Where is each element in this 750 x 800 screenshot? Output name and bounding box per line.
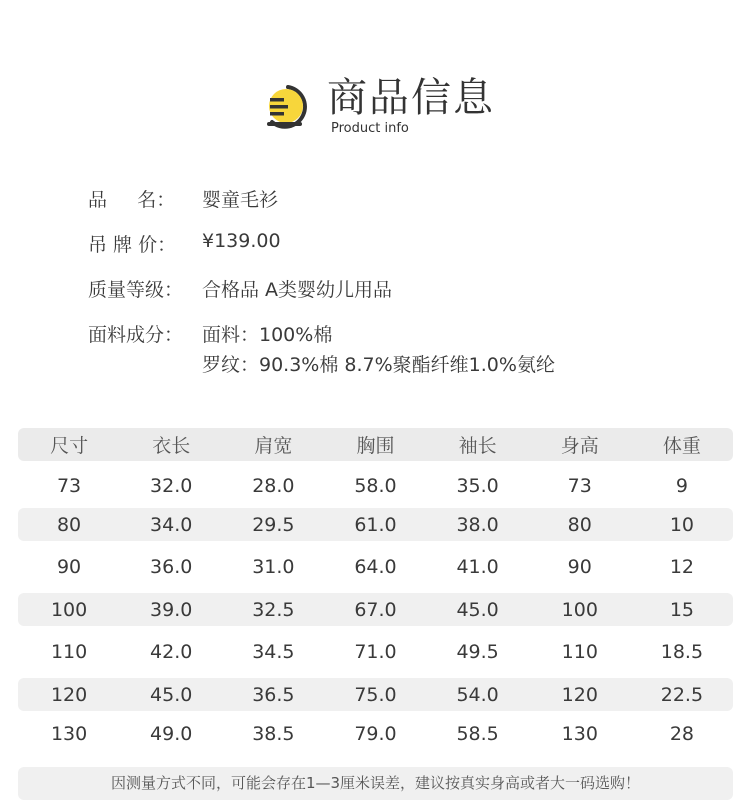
table-cell: 130 (50, 723, 88, 745)
measurement-note: 因测量方式不同，可能会存在1—3厘米误差，建议按真实身高或者大一码选购！ (18, 767, 733, 800)
column-header: 体重 (662, 435, 701, 457)
table-header-row (18, 428, 733, 461)
table-cell: 9 (675, 475, 688, 497)
table-cell: 15 (669, 598, 694, 621)
table-row (18, 508, 733, 541)
table-cell: 71.0 (354, 641, 397, 663)
table-cell: 120 (50, 683, 88, 706)
info-label: 质量等级： (88, 279, 184, 301)
table-row (18, 544, 733, 590)
table-cell: 130 (561, 723, 598, 745)
table-cell: 110 (561, 641, 598, 663)
table-cell: 120 (561, 683, 598, 706)
table-cell: 90 (567, 556, 592, 578)
table-cell: 54.0 (456, 683, 499, 706)
column-header: 袖长 (458, 435, 497, 457)
table-cell: 39.0 (150, 598, 193, 621)
size-table (18, 428, 733, 754)
info-value: 合格品 A类婴幼儿用品 (202, 279, 393, 301)
column-header: 尺寸 (50, 435, 89, 457)
page-title: 商品信息 (327, 75, 495, 121)
table-cell: 28 (669, 723, 694, 745)
table-cell: 100 (561, 598, 598, 621)
table-cell: 80 (56, 513, 82, 536)
table-cell: 36.5 (252, 683, 295, 706)
table-cell: 90 (56, 556, 82, 578)
table-row (18, 678, 733, 711)
table-cell: 49.5 (456, 641, 499, 663)
table-cell: 32.0 (150, 475, 193, 497)
table-row (18, 629, 733, 675)
column-header: 衣长 (152, 435, 191, 457)
table-cell: 45.0 (150, 683, 193, 706)
table-cell: 45.0 (456, 598, 499, 621)
table-cell: 73 (56, 475, 82, 497)
table-cell: 100 (50, 598, 88, 621)
table-cell: 80 (567, 513, 592, 536)
table-cell: 73 (567, 475, 592, 497)
column-header: 身高 (560, 435, 599, 457)
table-cell: 29.5 (252, 513, 295, 536)
table-row (18, 467, 733, 505)
table-cell: 34.0 (150, 513, 193, 536)
info-label: 面料成分： (88, 324, 184, 346)
table-cell: 10 (669, 513, 694, 536)
table-cell: 42.0 (150, 641, 193, 663)
table-body (18, 467, 733, 754)
info-value-secondary: 罗纹：90.3%棉 8.7%聚酯纤维1.0%氨纶 (202, 354, 555, 376)
info-value: ¥139.00 (202, 230, 281, 252)
table-cell: 34.5 (252, 641, 295, 663)
table-cell: 49.0 (150, 723, 193, 745)
table-cell: 38.0 (456, 513, 499, 536)
table-cell: 58.0 (354, 475, 397, 497)
table-cell: 64.0 (354, 556, 397, 578)
table-cell: 61.0 (354, 513, 397, 536)
table-cell: 58.5 (456, 723, 499, 745)
column-header: 肩宽 (254, 435, 293, 457)
table-cell: 12 (669, 556, 694, 578)
info-label: 品 名： (88, 189, 176, 211)
table-cell: 110 (50, 641, 88, 663)
document-lines-icon (262, 84, 312, 130)
table-cell: 28.0 (252, 475, 295, 497)
table-cell: 41.0 (456, 556, 499, 578)
page-subtitle: Product info (331, 121, 409, 136)
info-value: 面料：100%棉 (202, 324, 333, 346)
table-row (18, 714, 733, 754)
table-cell: 32.5 (252, 598, 295, 621)
table-cell: 79.0 (354, 723, 397, 745)
table-cell: 31.0 (252, 556, 295, 578)
table-cell: 75.0 (354, 683, 397, 706)
info-value: 婴童毛衫 (202, 189, 279, 211)
table-cell: 18.5 (660, 641, 704, 663)
table-row (18, 593, 733, 626)
table-cell: 38.5 (252, 723, 295, 745)
column-header: 胸围 (356, 435, 395, 457)
table-cell: 67.0 (354, 598, 397, 621)
table-cell: 35.0 (456, 475, 499, 497)
info-label: 吊 牌 价： (88, 234, 177, 256)
table-cell: 22.5 (660, 683, 704, 706)
section-header (0, 70, 750, 140)
table-cell: 36.0 (150, 556, 193, 578)
